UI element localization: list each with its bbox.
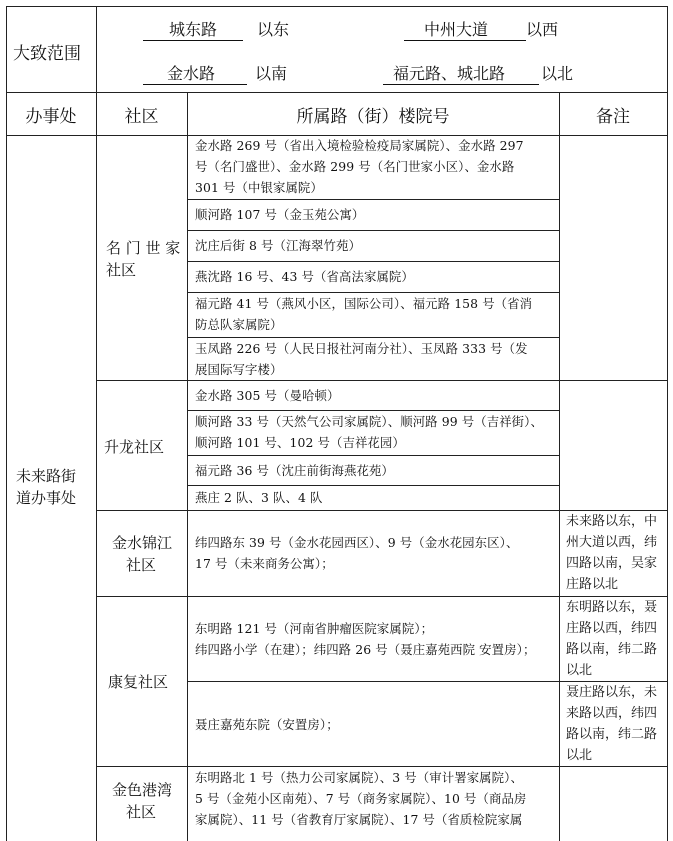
community-name-kangfu [108, 671, 168, 693]
range-label: 大致范围 [13, 44, 81, 64]
address-line: 燕庄 2 队、3 队、4 队 [195, 490, 323, 505]
address-cell [195, 385, 339, 406]
address-line: 展国际写字楼） [195, 362, 283, 377]
address-line: 聂庄嘉苑东院（安置房）； [195, 717, 339, 732]
address-cell [195, 204, 364, 225]
address-line: 防总队家属院） [195, 317, 283, 332]
range-north [383, 61, 573, 84]
note-cell [566, 682, 657, 766]
community-name-line: 康复社区 [108, 673, 169, 691]
note-line: 庄路以西，纬四 [566, 621, 658, 636]
address-cell [195, 235, 361, 256]
address-line: 金水路 305 号（曼哈顿） [195, 388, 340, 403]
address-cell [195, 135, 524, 198]
community-name-line: 金水锦江 [112, 534, 173, 552]
range-north-suffix: 以北 [541, 64, 574, 83]
note-line: 路以南，纬二路 [566, 727, 658, 742]
range-east-suffix: 以东 [257, 20, 290, 39]
note-line: 以北 [566, 748, 593, 763]
range-east [143, 17, 289, 40]
column-header-note: 备注 [596, 107, 630, 127]
range-north-road: 福元路、城北路 [383, 64, 539, 85]
note-cell [566, 511, 657, 595]
address-line: 纬四路东 39 号（金水花园西区）、9 号（金水花园东区）、 [195, 535, 519, 550]
range-west [404, 17, 558, 40]
address-line: 福元路 41 号（燕风小区，国际公司）、福元路 158 号（省消 [195, 296, 533, 311]
address-cell [195, 532, 518, 574]
address-line: 家属院）、11 号（省教育厅家属院）、17 号（省质检院家属 [195, 812, 523, 827]
note-line: 路以南，纬二路 [566, 642, 658, 657]
community-name-mingmen [106, 237, 180, 281]
address-line: 5 号（金苑小区南苑）、7 号（商务家属院）、10 号（商品房 [195, 791, 527, 806]
address-line: 东明路 121 号（河南省肿瘤医院家属院）； [195, 621, 434, 636]
address-cell [195, 411, 543, 453]
community-name-jinse-gangwan [112, 779, 172, 823]
address-cell [195, 293, 532, 335]
office-name [16, 465, 76, 509]
address-line: 号（名门盛世）、金水路 299 号（名门世家小区）、金水路 [195, 159, 515, 174]
address-line: 顺河路 33 号（天然气公司家属院）、顺河路 99 号（吉祥街）、 [195, 414, 543, 429]
column-header-address: 所属路（街）楼院号 [296, 107, 450, 127]
community-name-shenglong [104, 436, 164, 458]
address-cell [195, 618, 535, 660]
address-cell [195, 714, 339, 735]
address-cell [195, 266, 414, 287]
note-line: 未来路以东，中 [566, 514, 658, 529]
column-header-community: 社区 [124, 107, 159, 127]
address-cell [195, 338, 528, 380]
address-line: 玉凤路 226 号（人民日报社河南分社）、玉凤路 333 号（发 [195, 341, 528, 356]
address-line: 东明路北 1 号（热力公司家属院）、3 号（审计署家属院）、 [195, 770, 523, 785]
range-south [143, 61, 287, 84]
address-line: 福元路 36 号（沈庄前街海燕花苑） [195, 463, 394, 478]
address-line: 金水路 269 号（省出入境检验检疫局家属院）、金水路 297 [195, 138, 524, 153]
community-name-line: 升龙社区 [104, 438, 165, 456]
community-name-line: 名 门 世 家 [106, 239, 181, 257]
address-line: 纬四路小学（在建）；纬四路 26 号（聂庄嘉苑西院 安置房）； [195, 642, 536, 657]
note-line: 四路以南，吴家 [566, 556, 658, 571]
note-line: 聂庄路以东，未 [566, 685, 658, 700]
community-name-line: 社区 [106, 261, 137, 279]
address-line: 301 号（中银家属院） [195, 180, 323, 195]
address-line: 沈庄后街 8 号（江海翠竹苑） [195, 238, 361, 253]
range-west-road: 中州大道 [404, 20, 526, 41]
address-line: 17 号（未来商务公寓）； [195, 556, 334, 571]
range-west-suffix: 以西 [526, 20, 559, 39]
address-line: 顺河路 107 号（金玉苑公寓） [195, 207, 365, 222]
community-name-line: 社区 [126, 803, 157, 821]
address-line: 顺河路 101 号、102 号（吉祥花园） [195, 435, 405, 450]
range-east-road: 城东路 [143, 20, 243, 41]
note-line: 东明路以东，聂 [566, 600, 658, 615]
community-name-line: 社区 [126, 556, 157, 574]
address-cell [195, 460, 394, 481]
range-south-suffix: 以南 [255, 64, 288, 83]
office-name-line: 未来路街 [16, 467, 77, 485]
column-header-office: 办事处 [25, 107, 77, 127]
note-line: 以北 [566, 663, 593, 678]
note-cell [566, 597, 657, 681]
office-name-line: 道办事处 [16, 489, 77, 507]
address-cell [195, 487, 323, 508]
note-line: 庄路以北 [566, 577, 619, 592]
note-line: 州大道以西，纬 [566, 535, 658, 550]
address-line: 燕沈路 16 号、43 号（省高法家属院） [195, 269, 414, 284]
address-cell [195, 767, 526, 830]
community-name-line: 金色港湾 [112, 781, 173, 799]
community-name-jinshui-jinjiang [112, 532, 172, 576]
note-line: 来路以西，纬四 [566, 706, 658, 721]
range-south-road: 金水路 [143, 64, 247, 85]
